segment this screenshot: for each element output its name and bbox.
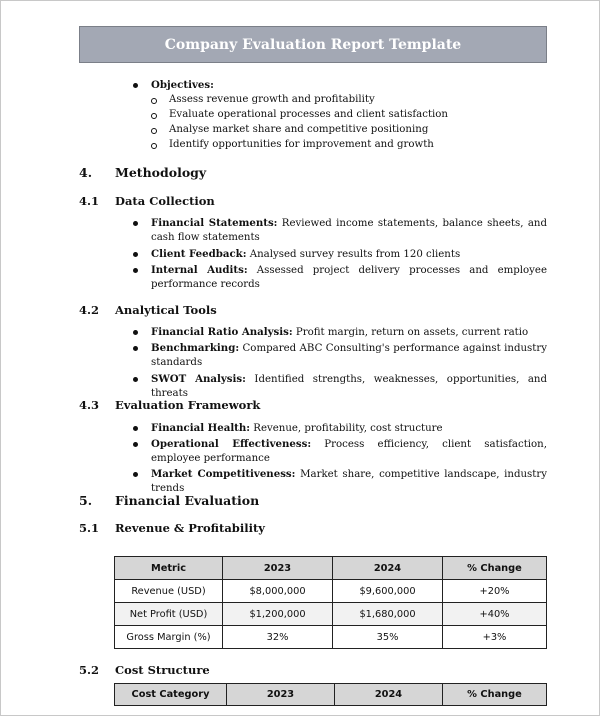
subsection-heading: Evaluation Framework (115, 398, 261, 412)
table-cell: $9,600,000 (333, 580, 443, 603)
circle-bullet-icon (151, 143, 157, 149)
table-cell: $1,680,000 (333, 603, 443, 626)
table-header: 2023 (227, 684, 335, 706)
table-header-row (115, 557, 547, 580)
subsection-number: 4.2 (79, 303, 100, 317)
bullet-icon (133, 221, 138, 226)
table-cell: $1,200,000 (223, 603, 333, 626)
table-cell: Revenue (USD) (115, 580, 223, 603)
table-cell: Net Profit (USD) (115, 603, 223, 626)
table-cell: +3% (443, 626, 547, 649)
section-number: 4. (79, 165, 93, 180)
list-item: SWOT Analysis: Identified strengths, weaknesses, opportunities, and threats (151, 373, 547, 399)
report-title: Company Evaluation Report Template (164, 36, 462, 53)
section-number: 5. (79, 493, 93, 508)
table-header: Metric (115, 557, 223, 580)
table-row (115, 603, 547, 626)
subsection-heading: Cost Structure (115, 663, 210, 677)
bullet-icon (133, 346, 138, 351)
table-cell: +40% (443, 603, 547, 626)
table-cell: +20% (443, 580, 547, 603)
subsection-number: 5.1 (79, 521, 100, 535)
list-item: Financial Ratio Analysis: Profit margin, return on assets, current ratio (151, 326, 529, 338)
objective-item: Identify opportunities for improvement and growth (169, 139, 434, 150)
bullet-icon (133, 472, 138, 477)
report-title-banner (79, 26, 547, 63)
table-row (115, 626, 547, 649)
subsection-number: 4.3 (79, 398, 100, 412)
objective-item: Assess revenue growth and profitability (169, 94, 375, 105)
subsection-heading: Revenue & Profitability (115, 521, 265, 535)
subsection-number: 4.1 (79, 194, 100, 208)
circle-bullet-icon (151, 98, 157, 104)
table-row (115, 580, 547, 603)
table-header: 2023 (223, 557, 333, 580)
bullet-icon (133, 252, 138, 257)
table-cell: Gross Margin (%) (115, 626, 223, 649)
list-item: Market Competitiveness: Market share, competitive landscape, industry trends (151, 468, 547, 494)
table-cell: 35% (333, 626, 443, 649)
table-header: % Change (443, 557, 547, 580)
subsection-heading: Analytical Tools (115, 303, 217, 317)
bullet-icon (133, 330, 138, 335)
subsection-number: 5.2 (79, 663, 100, 677)
list-item: Internal Audits: Assessed project delivery processes and employee performance records (151, 264, 547, 290)
bullet-icon (133, 268, 138, 273)
list-item: Benchmarking: Compared ABC Consulting's performance against industry standards (151, 342, 547, 368)
circle-bullet-icon (151, 128, 157, 134)
list-item: Client Feedback: Analysed survey results from 120 clients (151, 248, 461, 260)
bullet-icon (133, 83, 138, 88)
revenue-table (114, 556, 547, 649)
table-header: 2024 (335, 684, 443, 706)
objective-item: Analyse market share and competitive positioning (169, 124, 429, 135)
table-header-row (115, 684, 547, 706)
table-header: % Change (443, 684, 547, 706)
section-heading: Methodology (115, 165, 207, 180)
table-cell: 32% (223, 626, 333, 649)
list-item: Financial Health: Revenue, profitability, cost structure (151, 422, 443, 434)
list-item: Financial Statements: Reviewed income statements, balance sheets, and cash flow statements (151, 217, 547, 243)
table-header: 2024 (333, 557, 443, 580)
bullet-icon (133, 442, 138, 447)
bullet-icon (133, 377, 138, 382)
cost-structure-table (114, 683, 547, 706)
subsection-heading: Data Collection (115, 194, 215, 208)
circle-bullet-icon (151, 113, 157, 119)
table-cell: $8,000,000 (223, 580, 333, 603)
table-header: Cost Category (115, 684, 227, 706)
objective-item: Evaluate operational processes and client satisfaction (169, 109, 448, 120)
section-heading: Financial Evaluation (115, 493, 260, 508)
objectives-label: Objectives: (151, 79, 214, 91)
list-item: Operational Effectiveness: Process efficiency, client satisfaction, employee performance (151, 438, 547, 464)
bullet-icon (133, 426, 138, 431)
